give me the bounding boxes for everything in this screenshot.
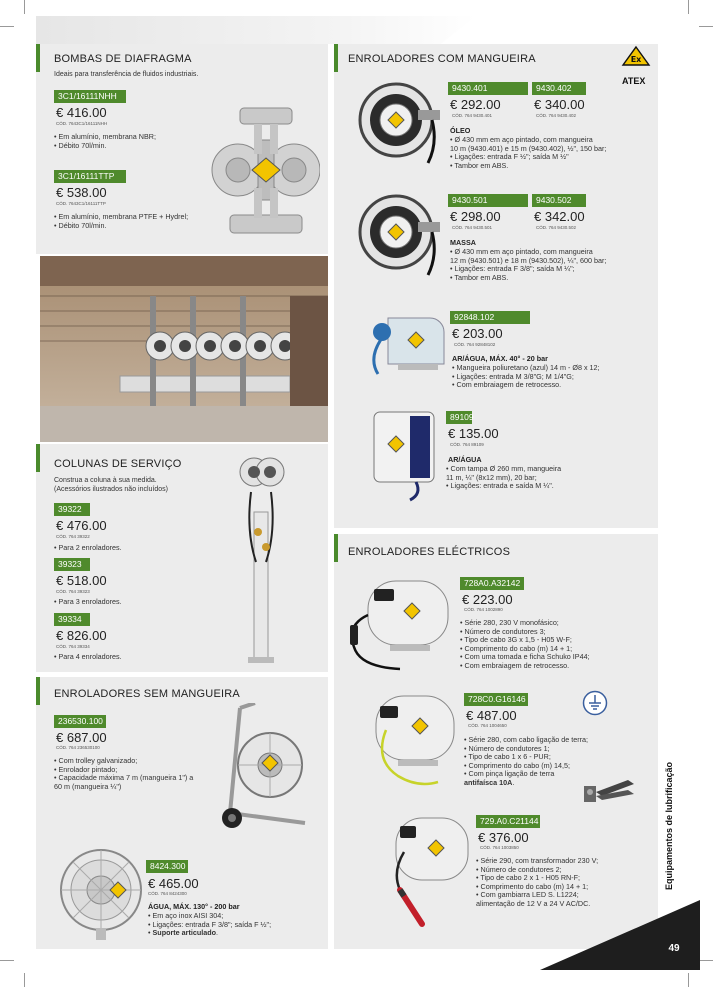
- product-code: 89109: [446, 411, 472, 424]
- product-bullets: • Para 4 enroladores.: [54, 652, 122, 661]
- product-cod: CÓD. 764 1004650: [468, 723, 507, 728]
- product-price: € 342.00: [534, 209, 585, 224]
- crop-mark: [699, 960, 713, 961]
- product-code: 8424.300: [146, 860, 188, 873]
- crop-mark: [0, 960, 14, 961]
- product-code: 9430.502: [532, 194, 586, 207]
- com-mangueira-title: ENROLADORES COM MANGUEIRA: [348, 53, 536, 65]
- workshop-photo: [40, 256, 328, 442]
- product-cod: CÓD. 764 9430.402: [536, 113, 577, 118]
- product-bullets: • Para 2 enroladores.: [54, 543, 122, 552]
- grease-reel-image: [352, 190, 444, 280]
- product-price: € 135.00: [448, 426, 499, 441]
- electric-reel-image: [340, 575, 458, 675]
- product-price: € 223.00: [462, 592, 513, 607]
- crop-mark: [24, 0, 25, 14]
- product-price: € 687.00: [56, 730, 107, 745]
- section-accent: [334, 534, 338, 562]
- product-bullets: • Em alumínio, membrana NBR; • Débito 70l/min.: [54, 132, 156, 150]
- product-price: € 292.00: [450, 97, 501, 112]
- product-price: € 298.00: [450, 209, 501, 224]
- colunas-subtitle: Construa a coluna à sua medida. (Acessórios ilustrados não incluídos): [54, 477, 168, 493]
- product-cod: CÓD. 764 9430.501: [452, 225, 493, 230]
- atex-logo-icon: [620, 45, 652, 75]
- stainless-reel-image: [56, 842, 146, 942]
- product-cod: CÓD. 764 39334: [56, 644, 90, 649]
- product-code: 9430.401: [448, 82, 528, 95]
- sem-mangueira-title: ENROLADORES SEM MANGUEIRA: [54, 688, 240, 700]
- product-code: 3C1/16111NHH: [54, 90, 126, 103]
- product-cod: CÓD. 764 9430.502: [536, 225, 577, 230]
- product-code: 39334: [54, 613, 90, 626]
- product-price: € 476.00: [56, 518, 107, 533]
- crop-mark: [688, 0, 689, 14]
- product-price: € 538.00: [56, 185, 107, 200]
- section-side-label: Equipamentos de lubrificação: [664, 761, 674, 890]
- crop-mark: [0, 26, 14, 27]
- product-bullets: • Mangueira poliuretano (azul) 14 m - Ø8 x 12; • Ligações: entrada M 3/8"G; M 1/4"G; • Com embraiagem de retrocesso.: [452, 363, 600, 390]
- product-cod: CÓD. 764 89109: [450, 442, 484, 447]
- crop-mark: [699, 26, 713, 27]
- led-reel-image: [384, 812, 476, 928]
- product-heading: MASSA: [450, 238, 476, 247]
- ground-reel-image: [368, 690, 462, 792]
- product-cod: CÓD. 764 9430.401: [452, 113, 493, 118]
- product-cod: CÓD. 764 1002890: [464, 607, 503, 612]
- product-price: € 487.00: [466, 708, 517, 723]
- product-bullets: • Em aço inox AISI 304; • Ligações: entrada F 3/8"; saída F ½"; • Suporte articulado.: [148, 911, 272, 938]
- colunas-title: COLUNAS DE SERVIÇO: [54, 458, 182, 470]
- product-cod: CÓD. 764 39322: [56, 534, 90, 539]
- product-cod: CÓD. 7643C1/16111NHH: [56, 121, 108, 126]
- section-accent: [334, 44, 338, 72]
- product-bullets: • Ø 430 mm em aço pintado, com mangueira 10 m (9430.401) e 15 m (9430.402), ½", 150 bar; • Ligações: entrada F ½"; saída M ½" • Tambor em ABS.: [450, 135, 607, 170]
- oil-reel-image: [352, 78, 444, 168]
- product-cod: CÓD. 764 8424300: [148, 891, 187, 896]
- product-code: 9430.501: [448, 194, 528, 207]
- air-water-reel-2-image: [366, 406, 446, 502]
- ground-symbol-icon: [582, 690, 608, 716]
- product-code: 3C1/16111TTP: [54, 170, 126, 183]
- product-bullets: • Em alumínio, membrana PTFE + Hydrel; • Débito 70l/min.: [54, 212, 189, 230]
- electricos-title: ENROLADORES ELÉCTRICOS: [348, 546, 511, 558]
- crop-mark: [24, 973, 25, 987]
- product-price: € 465.00: [148, 876, 199, 891]
- product-code: 92848.102: [450, 311, 530, 324]
- product-bullets: • Ø 430 mm em aço pintado, com mangueira 12 m (9430.501) e 18 m (9430.502), ¼", 600 bar; • Ligações: entrada F 3/8"; saída M ¼"; • Tambor em ABS.: [450, 247, 607, 282]
- section-accent: [36, 44, 40, 72]
- page-number: 49: [652, 930, 696, 966]
- diafragma-title: BOMBAS DE DIAFRAGMA: [54, 53, 192, 65]
- section-accent: [36, 444, 40, 472]
- product-cod: CÓD. 7643C1/16111TTP: [56, 201, 106, 206]
- ground-clamp-image: [578, 770, 644, 806]
- product-code: 9430.402: [532, 82, 586, 95]
- atex-label: ATEX: [622, 76, 646, 86]
- product-code: 729.A0.C21144: [476, 815, 540, 828]
- product-bullets: • Série 290, com transformador 230 V; • Número de condutores 2; • Tipo de cabo 2 x 1 - H05 RN-F; • Comprimento do cabo (m) 14 + 1; • Com gambiarra LED S. L1224; alimentação de 12 V a 24 V AC/DC.: [476, 856, 599, 908]
- product-price: € 376.00: [478, 830, 529, 845]
- svg-text:Ex: Ex: [630, 55, 642, 64]
- product-code: 728A0.A32142: [460, 577, 524, 590]
- product-code: 728C0.G16146: [464, 693, 528, 706]
- product-bullets: • Série 280, com cabo ligação de terra; • Número de condutores 1; • Tipo de cabo 1 x 6 - PUR; • Comprimento do cabo (m) 14,5; • Com pinça ligação de terra antifaísca 10A.: [464, 735, 588, 787]
- air-water-reel-image: [368, 308, 450, 378]
- crop-mark: [688, 973, 689, 987]
- diafragma-subtitle: Ideais para transferência de fluidos industriais.: [54, 71, 199, 78]
- product-heading: ÁGUA, MÁX. 130° - 200 bar: [148, 902, 240, 911]
- product-price: € 518.00: [56, 573, 107, 588]
- product-price: € 416.00: [56, 105, 107, 120]
- product-price: € 340.00: [534, 97, 585, 112]
- section-accent: [36, 677, 40, 705]
- header-band: [36, 16, 476, 44]
- product-code: 236530.100: [54, 715, 106, 728]
- product-bullets: • Com tampa Ø 260 mm, mangueira 11 m, ¼" (8x12 mm), 20 bar; • Ligações: entrada e saída M ¼".: [446, 464, 562, 491]
- product-cod: CÓD. 764 39323: [56, 589, 90, 594]
- product-heading: ÓLEO: [450, 126, 471, 135]
- product-bullets: • Série 280, 230 V monofásico; • Número de condutores 3; • Tipo de cabo 3G x 1,5 - H05 W-F; • Comprimento do cabo (m) 14 + 1; • Com uma tomada e ficha Schuko IP44; • Com embraiagem de retrocesso.: [460, 618, 590, 670]
- diaphragm-pump-image: [210, 100, 320, 240]
- product-cod: CÓD. 764 236530100: [56, 745, 100, 750]
- product-bullets: • Com trolley galvanizado; • Enrolador pintado; • Capacidade máxima 7 m (mangueira 1") a 60 m (mangueira ¼"): [54, 756, 194, 791]
- product-code: 39322: [54, 503, 90, 516]
- product-heading: AR/ÁGUA: [448, 455, 482, 464]
- product-cod: CÓD. 764 92848102: [454, 342, 496, 347]
- product-price: € 203.00: [452, 326, 503, 341]
- service-column-image: [236, 452, 286, 667]
- product-code: 39323: [54, 558, 90, 571]
- product-cod: CÓD. 764 1003850: [480, 845, 519, 850]
- trolley-reel-image: [210, 703, 320, 833]
- product-heading: AR/ÁGUA, MÁX. 40° - 20 bar: [452, 354, 548, 363]
- product-bullets: • Para 3 enroladores.: [54, 597, 122, 606]
- product-price: € 826.00: [56, 628, 107, 643]
